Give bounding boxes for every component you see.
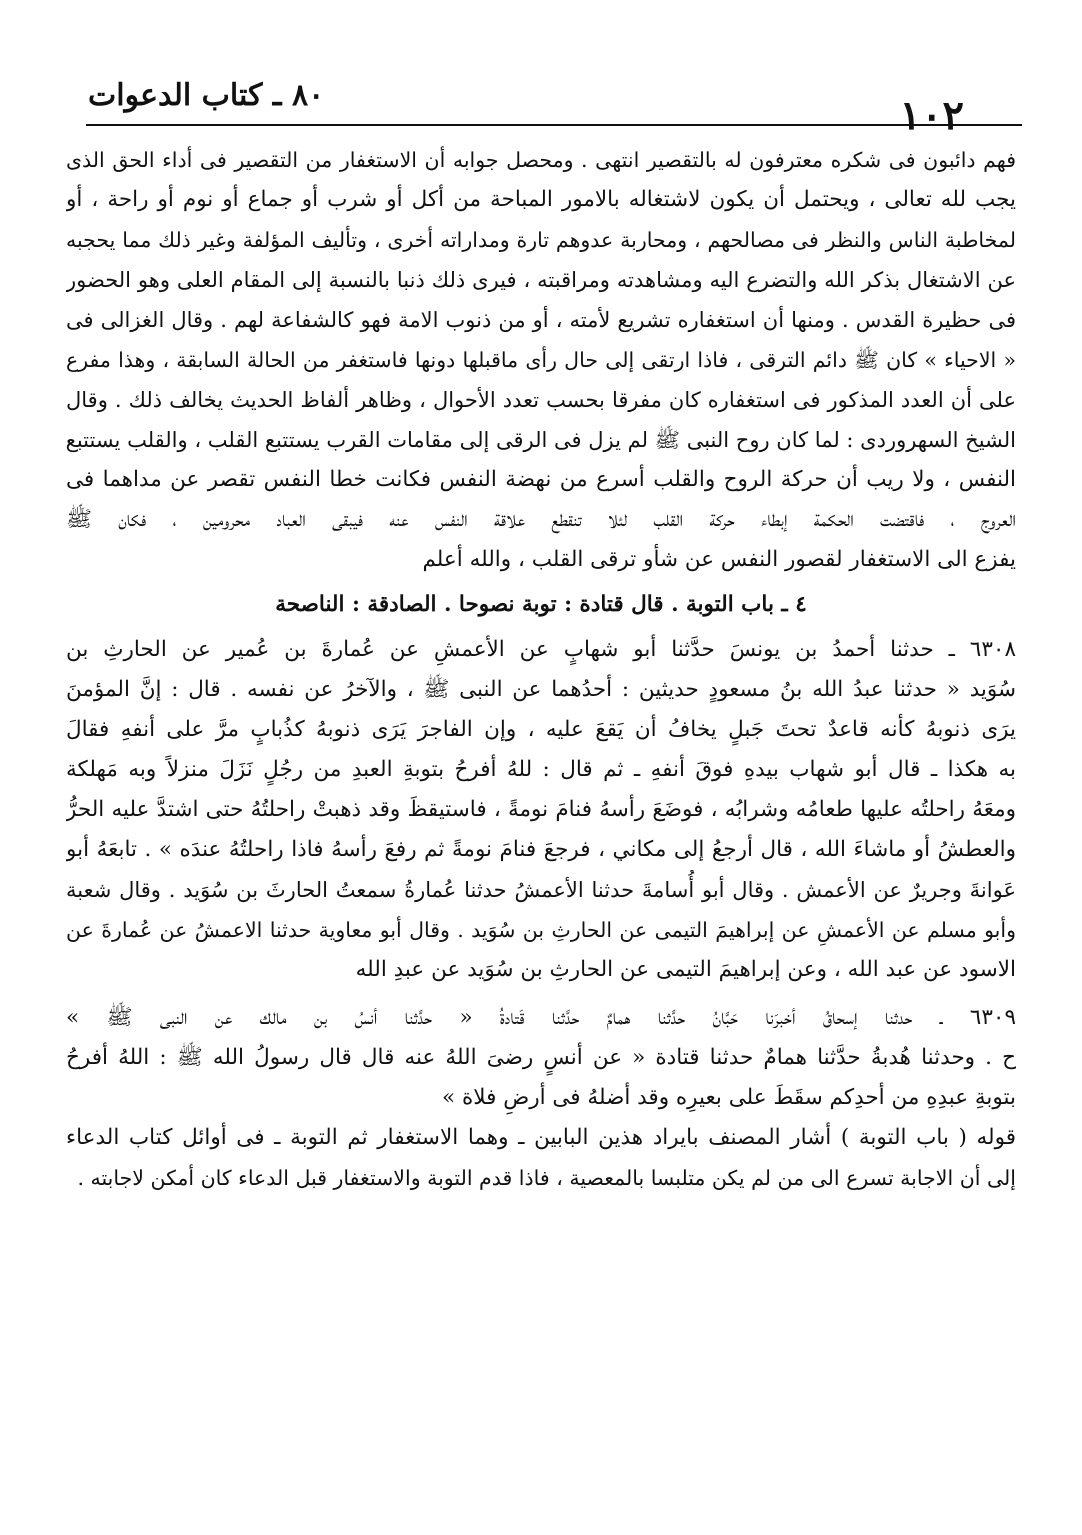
text-line: ومعَهُ راحلتُه عليها طعامُه وشرابُه ، فوضَعَ رأسهُ فنامَ نومةً ، فاستيقظَ وقد ذهبتْ راحلتُهُ حتى اشتدَّ عليه الحرُّ bbox=[66, 797, 1016, 822]
text-line: قوله ( باب التوبة ) أشار المصنف بايراد هذين البابين ـ وهما الاستغفار ثم التوبة ـ فى أوائل كتاب الدعاء bbox=[66, 1125, 1016, 1150]
text-line: ٦٣٠٨ ـ حدثنا أحمدُ بن يونسَ حدَّثنا أبو شهابٍ عن الأعمشِ عن عُمارةَ بن عُمير عن الحارثِ بن bbox=[66, 637, 1016, 662]
text-line: ٦٣٠٩ ـ حدثنا إسحاقُ أخبرَنا حَبَّانُ حدَّثنا همامٌ حدَّثنا قَتادةُ « حدَّثنا أنسُ بن مالك عن النبى ﷺ » bbox=[66, 1005, 1016, 1030]
text-line: النفس ، ولا ريب أن حركة الروح والقلب أسرع من نهضة النفس فكانت خطا النفس تقصر عن مداهما فى bbox=[66, 467, 1016, 492]
text-line: لمخاطبة الناس والنظر فى مصالحهم ، ومحاربة عدوهم تارة ومداراته أخرى ، وتأليف المؤلفة وغير ذلك مما يحجبه bbox=[66, 228, 1016, 252]
text-line: عَوانةَ وجريرٌ عن الأعمش . وقال أبو أُسامةَ حدثنا الأعمشُ حدثنا عُمارةُ سمعتُ الحارثَ بن سُوَيد . وقال شعبة bbox=[66, 878, 1016, 902]
text-line: بتوبةِ عبدِهِ من أحدِكم سقَطَ على بعيرِه وقد أضلهُ فى أرضِ فلاة » bbox=[442, 1085, 1016, 1110]
text-line: به هكذا ـ قال أبو شهاب بيدهِ فوقَ أنفهِ ـ ثم قال : للهُ أفرحُ بتوبةِ العبدِ من رجُلٍ نَزَلَ منزلاً وبه مَهلكة bbox=[66, 757, 1016, 782]
hadith-6309 bbox=[66, 998, 1016, 1118]
text-line: فى حظيرة القدس . ومنها أن استغفاره تشريع لأمته ، أو من ذنوب الامة فهو كالشفاعة لهم . وقال الغزالى فى bbox=[66, 308, 1016, 332]
text-line: والعطشُ أو ماشاءَ الله ، قال أرجعُ إلى مكاني ، فرجعَ فنامَ نومةً ثم رفعَ رأسهُ فاذا راحلتُهُ عندَه » . تابعَهُ أبو bbox=[66, 837, 1016, 862]
text-line: الاسود عن عبد الله ، وعن إبراهيمَ التيمى عن الحارثِ بن سُوَيد عن عبدِ الله bbox=[355, 957, 1016, 982]
text-line: يفزع الى الاستغفار لقصور النفس عن شأو ترقى القلب ، والله أعلم bbox=[422, 547, 1016, 572]
commentary-bottom bbox=[66, 1118, 1016, 1198]
hadith-6308 bbox=[66, 630, 1016, 990]
text-line: ح . وحدثنا هُدبةُ حدَّثنا همامٌ حدثنا قتادة « عن أنسٍ رضىَ اللهُ عنه قال قال رسولُ الله ﷺ : اللهُ أفرحُ bbox=[66, 1045, 1016, 1070]
text-line: فهم دائبون فى شكره معترفون له بالتقصير انتهى . ومحصل جوابه أن الاستغفار من التقصير فى أداء الحق الذى bbox=[66, 148, 1016, 172]
commentary-top bbox=[66, 140, 1016, 580]
running-title: ٨٠ ـ كتاب الدعوات bbox=[88, 78, 325, 113]
text-line: « الاحياء » كان ﷺ دائم الترقى ، فاذا ارتقى إلى حال رأى ماقبلها دونها فاستغفر من الحالة السابقة ، وهذا مفرع bbox=[66, 348, 1016, 372]
chapter-heading: ٤ ـ باب التوبة . قال قتادة : توبة نصوحا . الصادقة : الناصحة bbox=[275, 592, 807, 617]
text-line: سُوَيد « حدثنا عبدُ الله بنُ مسعودٍ حديثين : أحدُهما عن النبى ﷺ ، والآخرُ عن نفسه . قال : إنَّ المؤمنَ bbox=[66, 677, 1016, 702]
text-line: إلى أن الاجابة تسرع الى من لم يكن متلبسا بالمعصية ، فاذا قدم التوبة والاستغفار قبل الدعاء كان أمكن لاجابته . bbox=[77, 1166, 1016, 1190]
text-column bbox=[66, 140, 1016, 1198]
text-line: وأبو مسلم عن الأعمشِ عن إبراهيمَ التيمى عن الحارثِ بن سُوَيد . وقال أبو معاوية حدثنا الاعمشُ عن عُمارةَ عن bbox=[66, 918, 1016, 942]
text-line: الشيخ السهروردى : لما كان روح النبى ﷺ لم يزل فى الرقى إلى مقامات القرب يستتبع القلب ، والقلب يستتبع bbox=[66, 428, 1016, 452]
page-number: ١٠٢ bbox=[899, 92, 964, 139]
text-line: يجب لله تعالى ، ويحتمل أن يكون لاشتغاله بالامور المباحة من أكل أو شرب أو جماع أو نوم أو راحة ، أو bbox=[66, 187, 1016, 212]
text-line: على أن العدد المذكور فى استغفاره كان مفرقا بحسب تعدد الأحوال ، وظاهر ألفاظ الحديث يخالف ذلك . وقال bbox=[66, 388, 1016, 412]
page-header bbox=[88, 78, 964, 139]
header-rule bbox=[86, 124, 1022, 126]
text-line: يرَى ذنوبهُ كأنه قاعدٌ تحتَ جَبلٍ يخافُ أن يَقعَ عليه ، وإن الفاجرَ يَرَى ذنوبهُ كذُبابٍ مرَّ على أنفهِ فقالَ bbox=[66, 717, 1016, 742]
spacer bbox=[66, 990, 1016, 998]
text-line: عن الاشتغال بذكر الله والتضرع اليه ومشاهدته ومراقبته ، فيرى ذلك ذنبا بالنسبة إلى المقام العلى وهو الحضور bbox=[66, 268, 1016, 292]
text-line: العروج ، فاقتضت الحكمة إبطاء حركة القلب لئلا تنقطع علاقة النفس عنه فيبقى العباد محرومين ، فكان ﷺ bbox=[66, 507, 1016, 532]
